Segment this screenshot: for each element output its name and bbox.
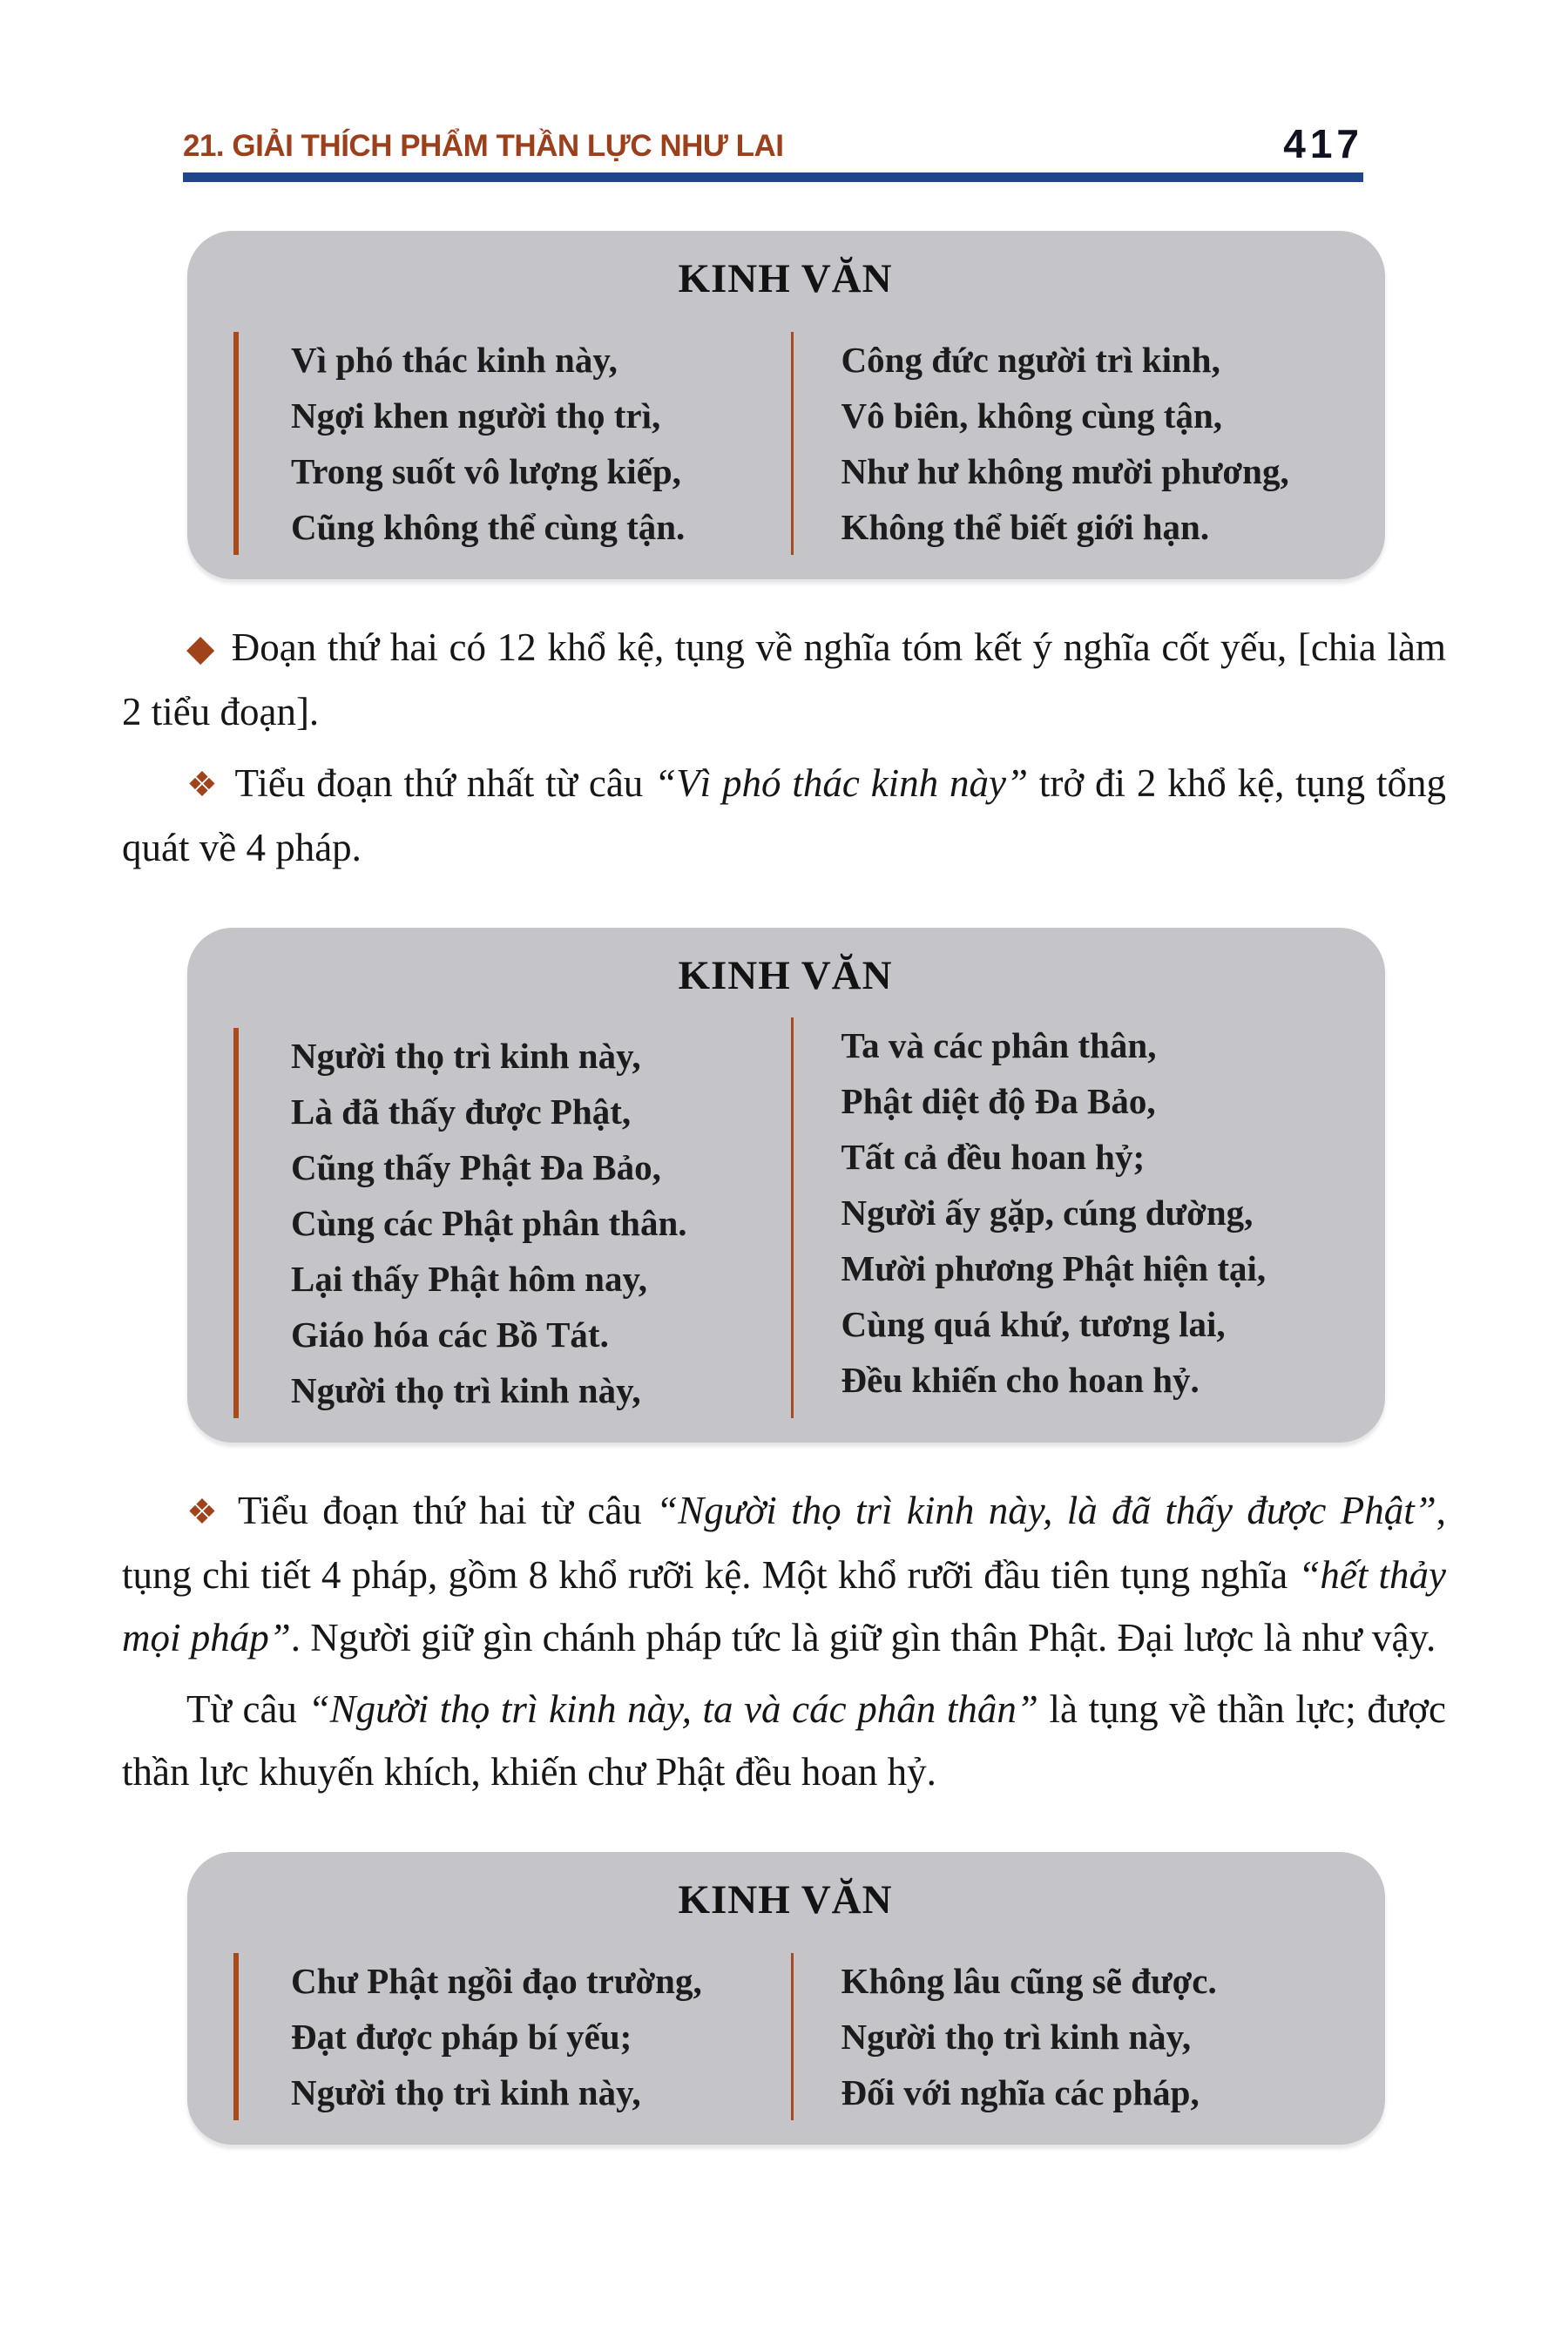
verse-columns — [233, 1025, 1337, 1418]
verse-line: Vô biên, không cùng tận, — [841, 395, 1223, 436]
diamond-bullet-icon: ◆ — [186, 628, 216, 669]
paragraph-text: trở đi 2 khổ kệ, tụng tổng quát về 4 pháp. — [122, 760, 1447, 869]
kinh-van-title: KINH VĂN — [678, 1877, 893, 1923]
verse-line: Chư Phật ngồi đạo trường, — [291, 1961, 702, 2002]
verse-line: Trong suốt vô lượng kiếp, — [291, 450, 681, 491]
kinh-van-title: KINH VĂN — [678, 952, 893, 998]
paragraph-text: , tụng chi tiết 4 pháp, gồm 8 khổ rưỡi kệ. Một khổ rưỡi đầu tiên tụng nghĩa — [122, 1489, 1446, 1598]
verse-column-right — [791, 332, 1337, 555]
verse-line: Người thọ trì kinh này, — [291, 1370, 641, 1411]
kinh-van-title: KINH VĂN — [678, 256, 893, 301]
verse-column-right — [791, 1017, 1337, 1418]
verse-column-right — [791, 1953, 1337, 2120]
verse-columns — [233, 332, 1337, 555]
verse-line: Là đã thấy được Phật, — [291, 1092, 632, 1132]
paragraph-text: “Vì phó thác kinh này” — [654, 760, 1029, 805]
paragraph-text: Tiểu đoạn thứ nhất từ câu — [234, 760, 655, 805]
paragraph-text: Tiểu đoạn thứ hai từ câu — [237, 1489, 657, 1533]
verse-line: Ta và các phân thân, — [841, 1025, 1157, 1066]
verse-line: Người thọ trì kinh này, — [841, 2017, 1192, 2058]
verse-line: Tất cả đều hoan hỷ; — [841, 1137, 1146, 1178]
paragraph-text: Đoạn thứ hai có 12 khổ kệ, tụng về nghĩa tóm kết ý nghĩa cốt yếu, [chia làm 2 tiểu đoạn]. — [122, 625, 1446, 733]
verse-line: Mười phương Phật hiện tại, — [841, 1248, 1267, 1289]
chapter-title: 21. GIẢI THÍCH PHẨM THẦN LỰC NHƯ LAI — [183, 128, 784, 163]
commentary-paragraph — [122, 752, 1446, 879]
verse-line: Đạt được pháp bí yếu; — [291, 2017, 632, 2058]
verse-line: Không lâu cũng sẽ được. — [841, 1961, 1217, 2002]
paragraph-text: . Người giữ gìn chánh pháp tức là giữ gìn thân Phật. Đại lược là như vậy. — [290, 1616, 1436, 1660]
verse-line: Giáo hóa các Bồ Tát. — [291, 1315, 609, 1355]
paragraph-text: “Người thọ trì kinh này, ta và các phân thân” — [308, 1687, 1038, 1732]
kinh-van-box-1 — [187, 231, 1385, 579]
paragraph-text: “Người thọ trì kinh này, là đã thấy được Phật” — [656, 1489, 1436, 1533]
paragraph-text: Từ câu — [186, 1687, 308, 1732]
verse-line: Người thọ trì kinh này, — [291, 1036, 641, 1077]
verse-line: Công đức người trì kinh, — [841, 339, 1220, 380]
verse-line: Như hư không mười phương, — [841, 450, 1289, 491]
verse-column-left — [233, 332, 781, 555]
verse-column-left — [233, 1028, 781, 1418]
verse-line: Lại thấy Phật hôm nay, — [291, 1259, 647, 1300]
verse-line: Cũng không thể cùng tận. — [291, 506, 686, 547]
verse-line: Vì phó thác kinh này, — [291, 339, 618, 380]
four-diamond-bullet-icon: ❖ — [186, 764, 220, 804]
verse-line: Đều khiến cho hoan hỷ. — [841, 1360, 1200, 1401]
kinh-van-box-3 — [187, 1852, 1385, 2145]
verse-column-left — [233, 1953, 781, 2120]
verse-line: Đối với nghĩa các pháp, — [841, 2072, 1200, 2113]
page-number: 417 — [1283, 121, 1363, 166]
four-diamond-bullet-icon: ❖ — [186, 1492, 222, 1532]
commentary-paragraph-group-1 — [122, 616, 1446, 879]
verse-line: Ngợi khen người thọ trì, — [291, 395, 661, 436]
verse-columns — [233, 1953, 1337, 2120]
verse-line: Cùng các Phật phân thân. — [291, 1203, 687, 1244]
page-header — [122, 0, 1446, 164]
verse-line: Không thể biết giới hạn. — [841, 506, 1210, 547]
verse-line: Cũng thấy Phật Đa Bảo, — [291, 1147, 661, 1188]
paragraph-text: “hết thảy mọi pháp” — [122, 1553, 1446, 1660]
verse-line: Phật diệt độ Đa Bảo, — [841, 1081, 1156, 1122]
commentary-paragraph-group-2 — [122, 1479, 1446, 1803]
kinh-van-box-2 — [187, 928, 1385, 1443]
commentary-paragraph — [122, 616, 1446, 743]
paragraph-text: là tụng về thần lực; được thần lực khuyến khích, khiến chư Phật đều hoan hỷ. — [122, 1687, 1447, 1794]
commentary-paragraph — [122, 1479, 1446, 1669]
verse-line: Người ấy gặp, cúng dường, — [841, 1193, 1254, 1233]
verse-line: Người thọ trì kinh này, — [291, 2072, 641, 2113]
header-divider — [183, 172, 1363, 182]
verse-line: Cùng quá khứ, tương lai, — [841, 1304, 1226, 1345]
commentary-paragraph — [122, 1678, 1446, 1803]
